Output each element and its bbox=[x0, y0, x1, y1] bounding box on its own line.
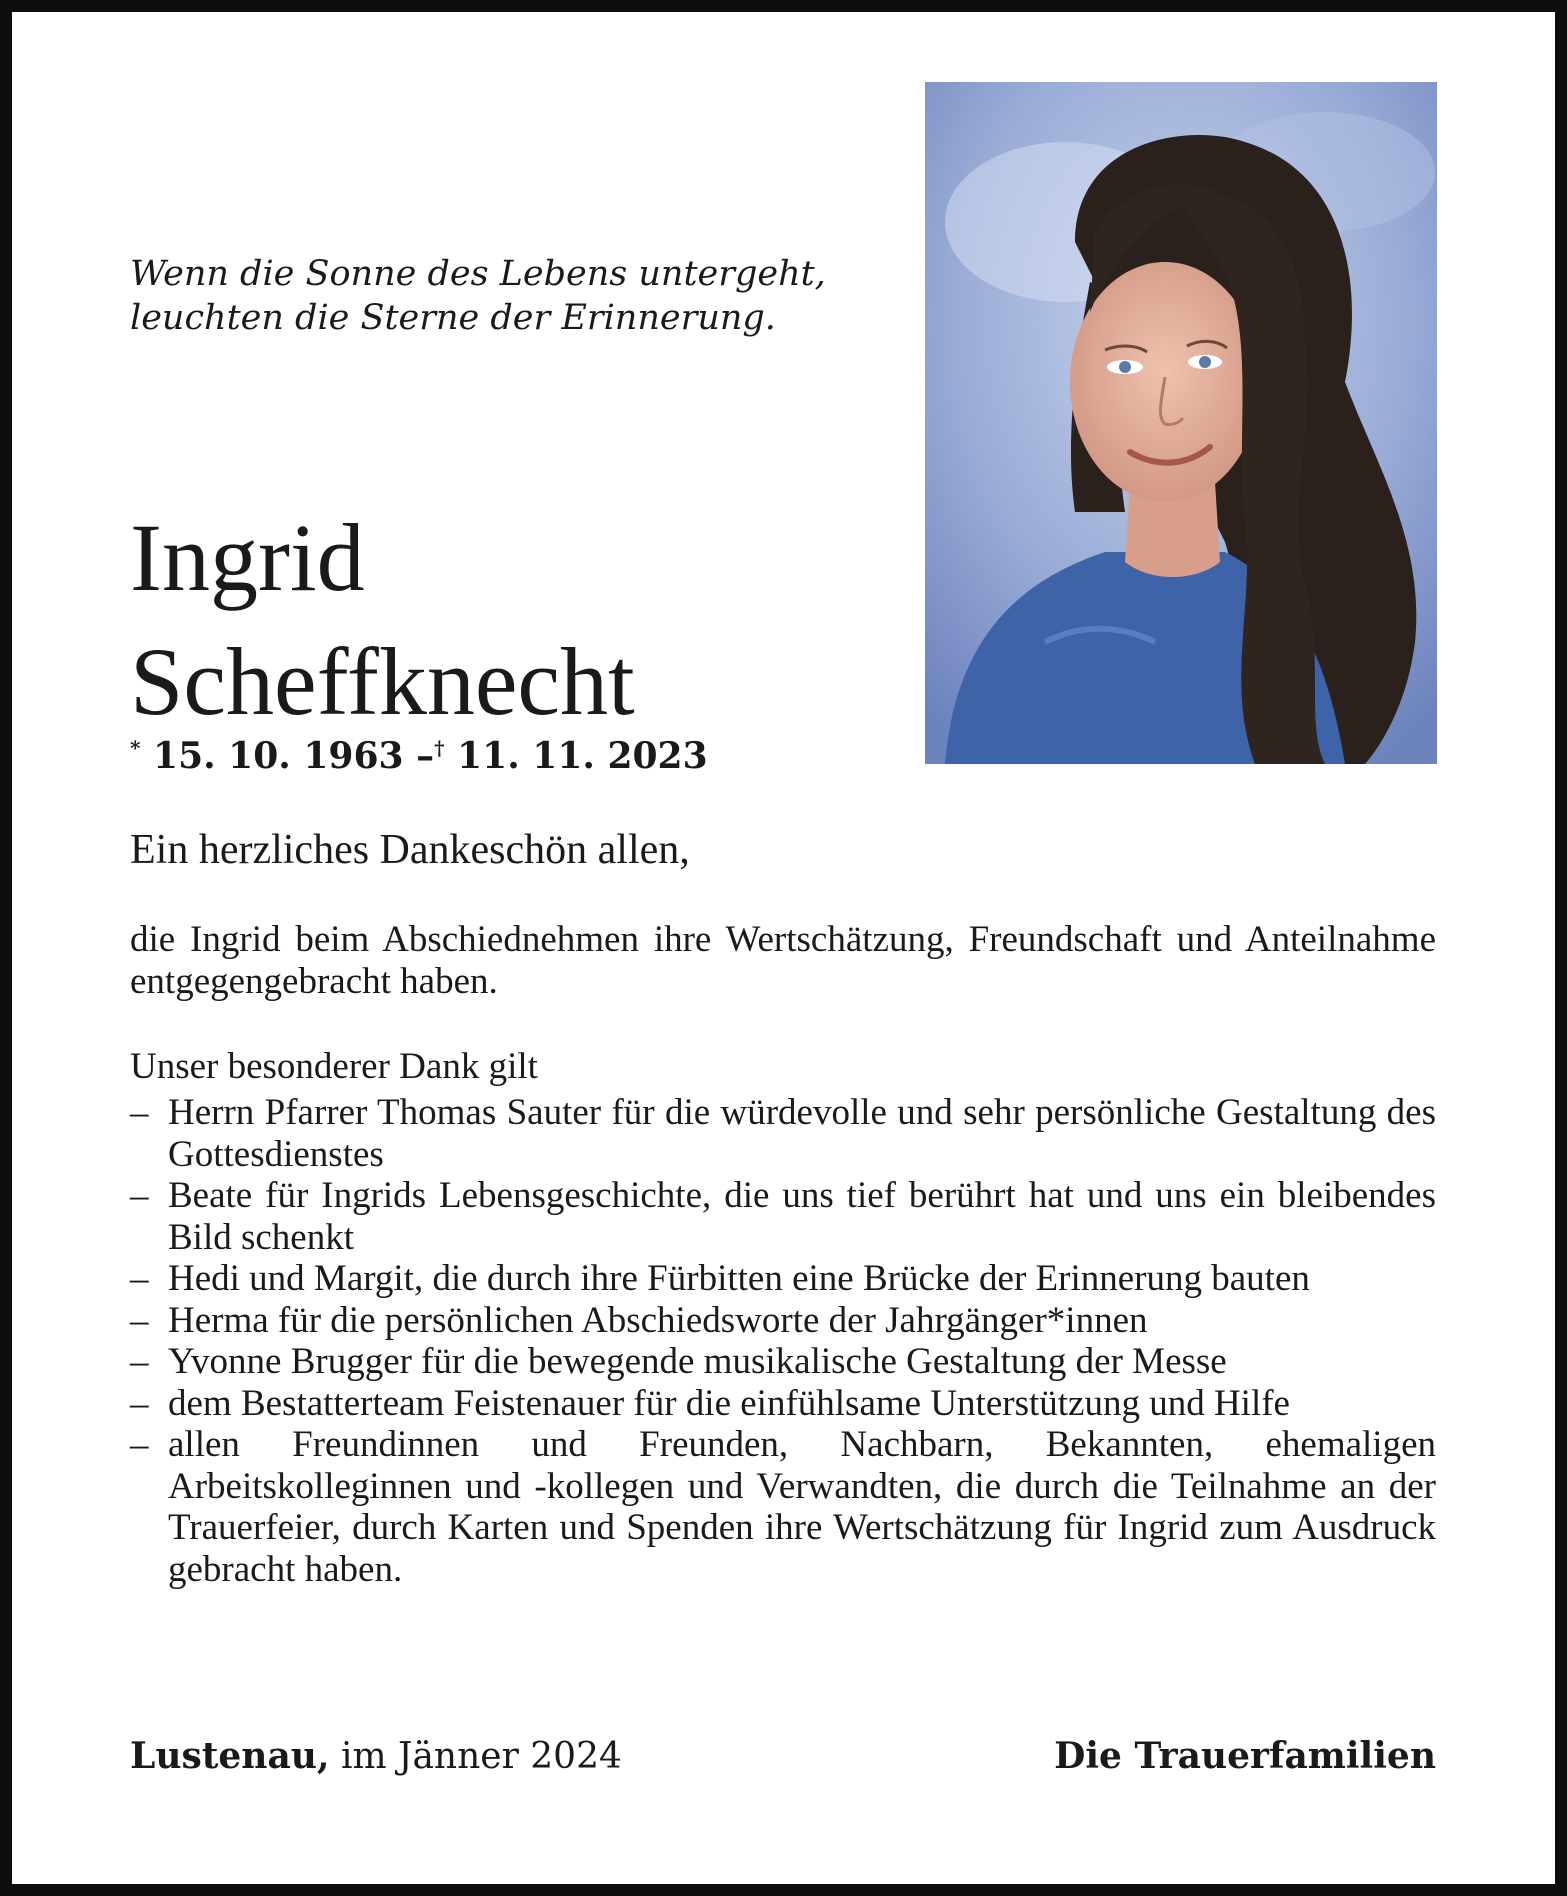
list-item bbox=[130, 1258, 1436, 1300]
list-item-text: dem Bestatterteam Feistenauer für die einfühlsame Unterstützung und Hilfe bbox=[168, 1382, 1290, 1424]
death-date: 11. 11. 2023 bbox=[457, 735, 708, 777]
list-item bbox=[130, 1092, 1436, 1175]
list-dash: – bbox=[130, 1092, 149, 1133]
list-dash: – bbox=[130, 1382, 149, 1424]
date-separator: – bbox=[416, 735, 435, 777]
list-dash: – bbox=[130, 1424, 149, 1465]
date: im Jänner 2024 bbox=[329, 1736, 622, 1777]
list-item bbox=[130, 1424, 1436, 1590]
birth-date: 15. 10. 1963 bbox=[153, 735, 404, 777]
place: Lustenau, bbox=[130, 1735, 330, 1777]
list-item bbox=[130, 1175, 1436, 1258]
thanks-intro: Unser besonderer Dank gilt bbox=[130, 1046, 538, 1087]
list-dash: – bbox=[130, 1299, 149, 1341]
first-name: Ingrid bbox=[130, 504, 365, 611]
list-item bbox=[130, 1341, 1436, 1383]
list-item-text: Yvonne Brugger für die bewegende musikalische Gestaltung der Messe bbox=[168, 1341, 1227, 1382]
thanks-heading: Ein herzliches Dankeschön allen, bbox=[130, 827, 690, 873]
portrait-photo bbox=[925, 82, 1437, 764]
place-date bbox=[130, 1734, 622, 1779]
list-item-text: allen Freundinnen und Freunden, Nachbarn, Bekannten, ehemaligen Arbeitskolleginnen und -kollegen und Verwandten, die durch die Teilnahme an der Trauerfeier, durch Karten und Spenden ihre Wertschätzung für Ingrid zum Ausdruck gebracht haben. bbox=[168, 1424, 1436, 1590]
last-name: Scheffknecht bbox=[130, 628, 635, 735]
memorial-quote bbox=[130, 252, 890, 340]
signature: Die Trauerfamilien bbox=[1054, 1735, 1436, 1777]
birth-symbol: * bbox=[130, 736, 141, 760]
list-item-text: Herrn Pfarrer Thomas Sauter für die würdevolle und sehr persönliche Gestaltung des Gottesdienstes bbox=[168, 1092, 1436, 1175]
portrait-illustration bbox=[925, 82, 1437, 764]
deceased-name bbox=[130, 496, 635, 744]
list-dash: – bbox=[130, 1341, 149, 1382]
list-item-text: Herma für die persönlichen Abschiedsworte der Jahrgänger*innen bbox=[168, 1299, 1148, 1341]
list-item bbox=[130, 1383, 1436, 1425]
life-dates bbox=[130, 734, 708, 778]
quote-line-1: Wenn die Sonne des Lebens untergeht, bbox=[130, 254, 826, 294]
quote-line-2: leuchten die Sterne der Erinnerung. bbox=[130, 298, 776, 338]
list-item bbox=[130, 1300, 1436, 1342]
list-item-text: Beate für Ingrids Lebensgeschichte, die uns tief berührt hat und uns ein bleibendes Bild schenkt bbox=[168, 1175, 1436, 1258]
thanks-paragraph: die Ingrid beim Abschiednehmen ihre Wertschätzung, Freundschaft und Anteilnahme entgegengebracht haben. bbox=[130, 919, 1436, 1002]
footer bbox=[130, 1734, 1436, 1779]
list-dash: – bbox=[130, 1258, 149, 1299]
thanks-list bbox=[130, 1092, 1436, 1590]
list-dash: – bbox=[130, 1175, 149, 1216]
death-symbol: † bbox=[434, 736, 445, 760]
list-item-text: Hedi und Margit, die durch ihre Fürbitten eine Brücke der Erinnerung bauten bbox=[168, 1258, 1310, 1299]
